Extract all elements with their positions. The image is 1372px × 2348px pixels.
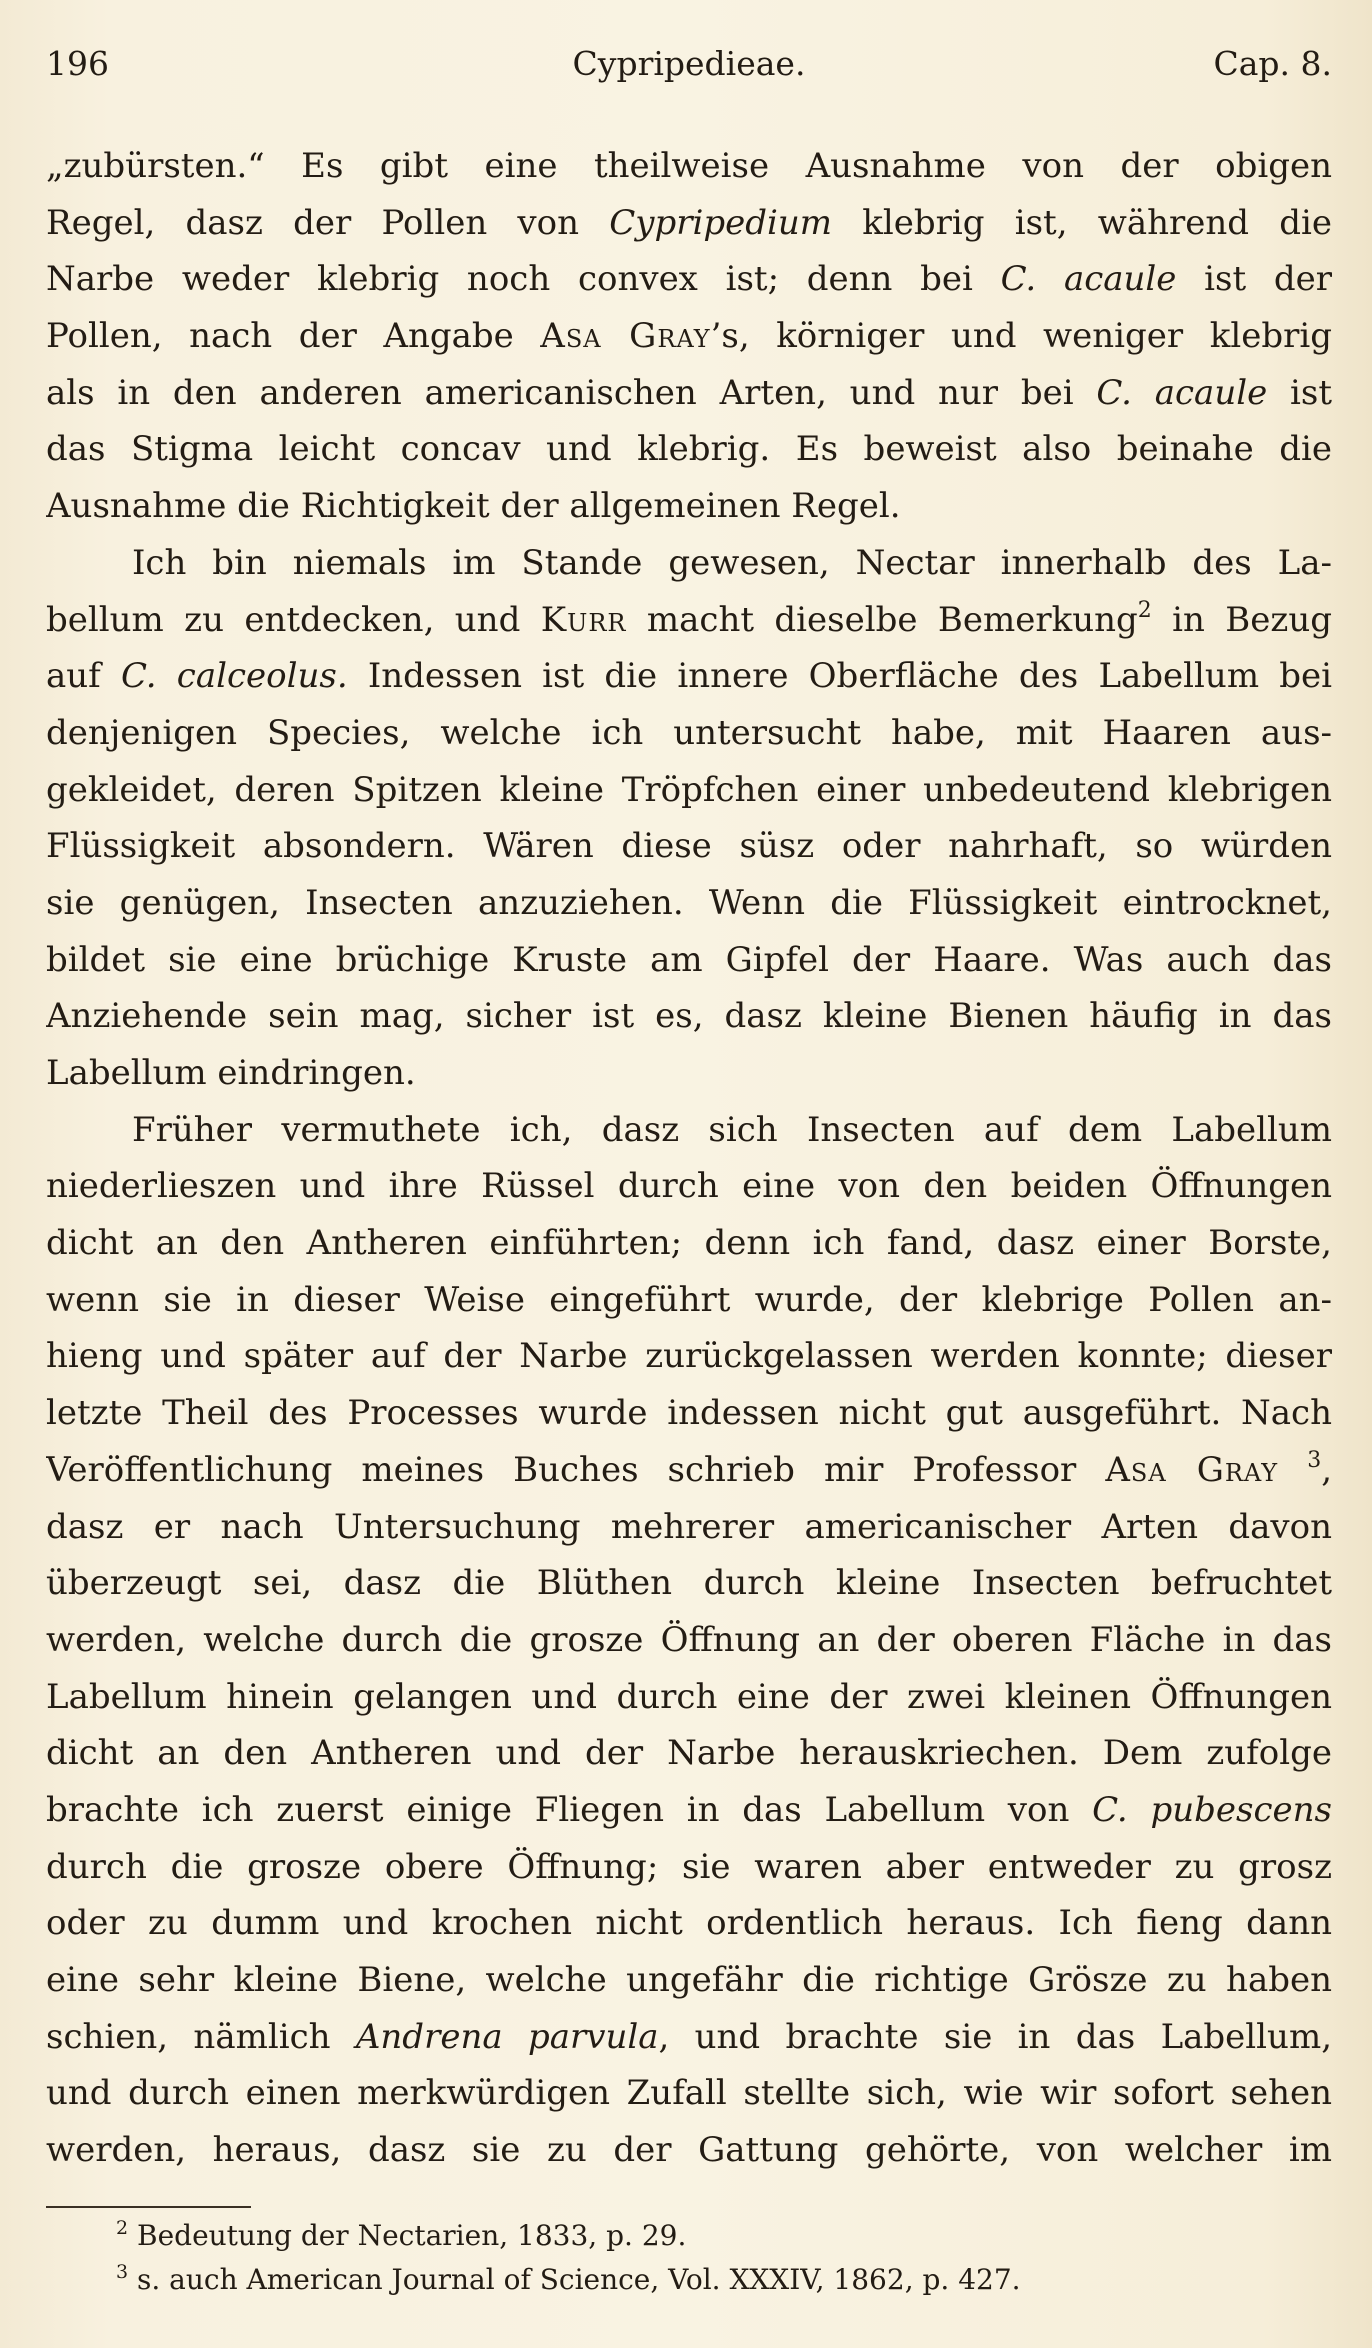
text-line: hieng und später auf der Narbe zurückgelassen werden konnte; dieser (46, 1336, 1332, 1377)
text-line: als in den anderen americanischen Arten, und nur bei C. acaule ist (46, 372, 1332, 413)
text-line: bellum zu entdecken, und Kurr macht dieselbe Bemerkung$^2$ in Bezug (46, 597, 1332, 640)
footnote-mark: 3 (116, 2261, 129, 2283)
text-line: „zubürsten.“ Es gibt eine theilweise Ausnahme von der obigen (46, 146, 1332, 186)
text-line: überzeugt sei, dasz die Blüthen durch kleine Insecten befruchtet (46, 1563, 1332, 1604)
running-title: Cypripedieae. (572, 44, 806, 83)
footnote-rule (46, 2206, 251, 2208)
footnote-mark: 2 (116, 2217, 129, 2239)
text-line: dicht an den Antheren einführten; denn ich fand, dasz einer Borste, (46, 1223, 1332, 1264)
text-line: gekleidet, deren Spitzen kleine Tröpfchen einer unbedeutend klebrigen (46, 769, 1332, 810)
text-line: Anziehende sein mag, sicher ist es, dasz kleine Bienen häufig in das (46, 996, 1332, 1037)
chapter-label: Cap. 8. (1213, 44, 1332, 83)
text-line: oder zu dumm und krochen nicht ordentlich heraus. Ich fieng dann (46, 1903, 1332, 1944)
footnote-text: Bedeutung der Nectarien, 1833, p. 29. (137, 2219, 687, 2252)
text-line: Veröffentlichung meines Buches schrieb mir Professor Asa Gray $^3$, (46, 1447, 1332, 1490)
text-line: Pollen, nach der Angabe Asa Gray’s, körniger und weniger klebrig (46, 316, 1332, 357)
page-number: 196 (46, 44, 109, 83)
text-line: wenn sie in dieser Weise eingeführt wurde, der klebrige Pollen an- (46, 1279, 1332, 1320)
body-text (46, 138, 1332, 2179)
footnote-ref-2: 2 (1137, 597, 1152, 623)
text-line: und durch einen merkwürdigen Zufall stellte sich, wie wir sofort sehen (46, 2073, 1332, 2114)
text-line: Ich bin niemals im Stande gewesen, Nectar innerhalb des La- (132, 542, 1332, 583)
text-line: letzte Theil des Processes wurde indessen nicht gut ausgeführt. Nach (46, 1393, 1332, 1434)
text-line: werden, welche durch die grosze Öffnung an der oberen Fläche in das (46, 1619, 1332, 1660)
text-line: werden, heraus, dasz sie zu der Gattung gehörte, von welcher im (46, 2130, 1332, 2171)
text-line: schien, nämlich Andrena parvula, und brachte sie in das Labellum, (46, 2016, 1332, 2057)
footnote-ref-3: 3 (1307, 1447, 1322, 1473)
text-line: Labellum eindringen. (46, 1053, 416, 1093)
text-line: eine sehr kleine Biene, welche ungefähr die richtige Grösze zu haben (46, 1960, 1332, 2000)
text-line: Narbe weder klebrig noch convex ist; denn bei C. acaule ist der (46, 259, 1332, 300)
text-line: dicht an den Antheren und der Narbe herauskriechen. Dem zufolge (46, 1733, 1332, 1774)
footnote-2 (46, 2214, 1332, 2258)
text-line: brachte ich zuerst einige Fliegen in das Labellum von C. pubescens (46, 1789, 1332, 1830)
text-line: Früher vermuthete ich, dasz sich Insecten auf dem Labellum (132, 1109, 1332, 1150)
footnote-3 (46, 2258, 1332, 2302)
text-line: Labellum hinein gelangen und durch eine der zwei kleinen Öffnungen (46, 1676, 1332, 1717)
text-line: Regel, dasz der Pollen von Cypripedium klebrig ist, während die (46, 202, 1332, 243)
text-line: auf C. calceolus. Indessen ist die innere Oberfläche des Labellum bei (46, 656, 1332, 697)
text-line: denjenigen Species, welche ich untersucht habe, mit Haaren aus- (46, 712, 1332, 753)
footnote-text: s. auch American Journal of Science, Vol. XXXIV, 1862, p. 427. (137, 2263, 1021, 2296)
text-line: Flüssigkeit absondern. Wären diese süsz oder nahrhaft, so würden (46, 826, 1332, 867)
text-line: das Stigma leicht concav und klebrig. Es beweist also beinahe die (46, 429, 1332, 470)
running-header (46, 44, 1332, 94)
text-line: Ausnahme die Richtigkeit der allgemeinen Regel. (46, 486, 901, 527)
text-line: sie genügen, Insecten anzuziehen. Wenn die Flüssigkeit eintrocknet, (46, 882, 1332, 923)
text-line: niederlieszen und ihre Rüssel durch eine von den beiden Öffnungen (46, 1166, 1332, 1207)
text-line: durch die grosze obere Öffnung; sie waren aber entweder zu grosz (46, 1846, 1332, 1887)
footnotes (46, 2214, 1332, 2302)
text-line: dasz er nach Untersuchung mehrerer americanischer Arten davon (46, 1506, 1332, 1547)
text-line: bildet sie eine brüchige Kruste am Gipfel der Haare. Was auch das (46, 939, 1332, 980)
